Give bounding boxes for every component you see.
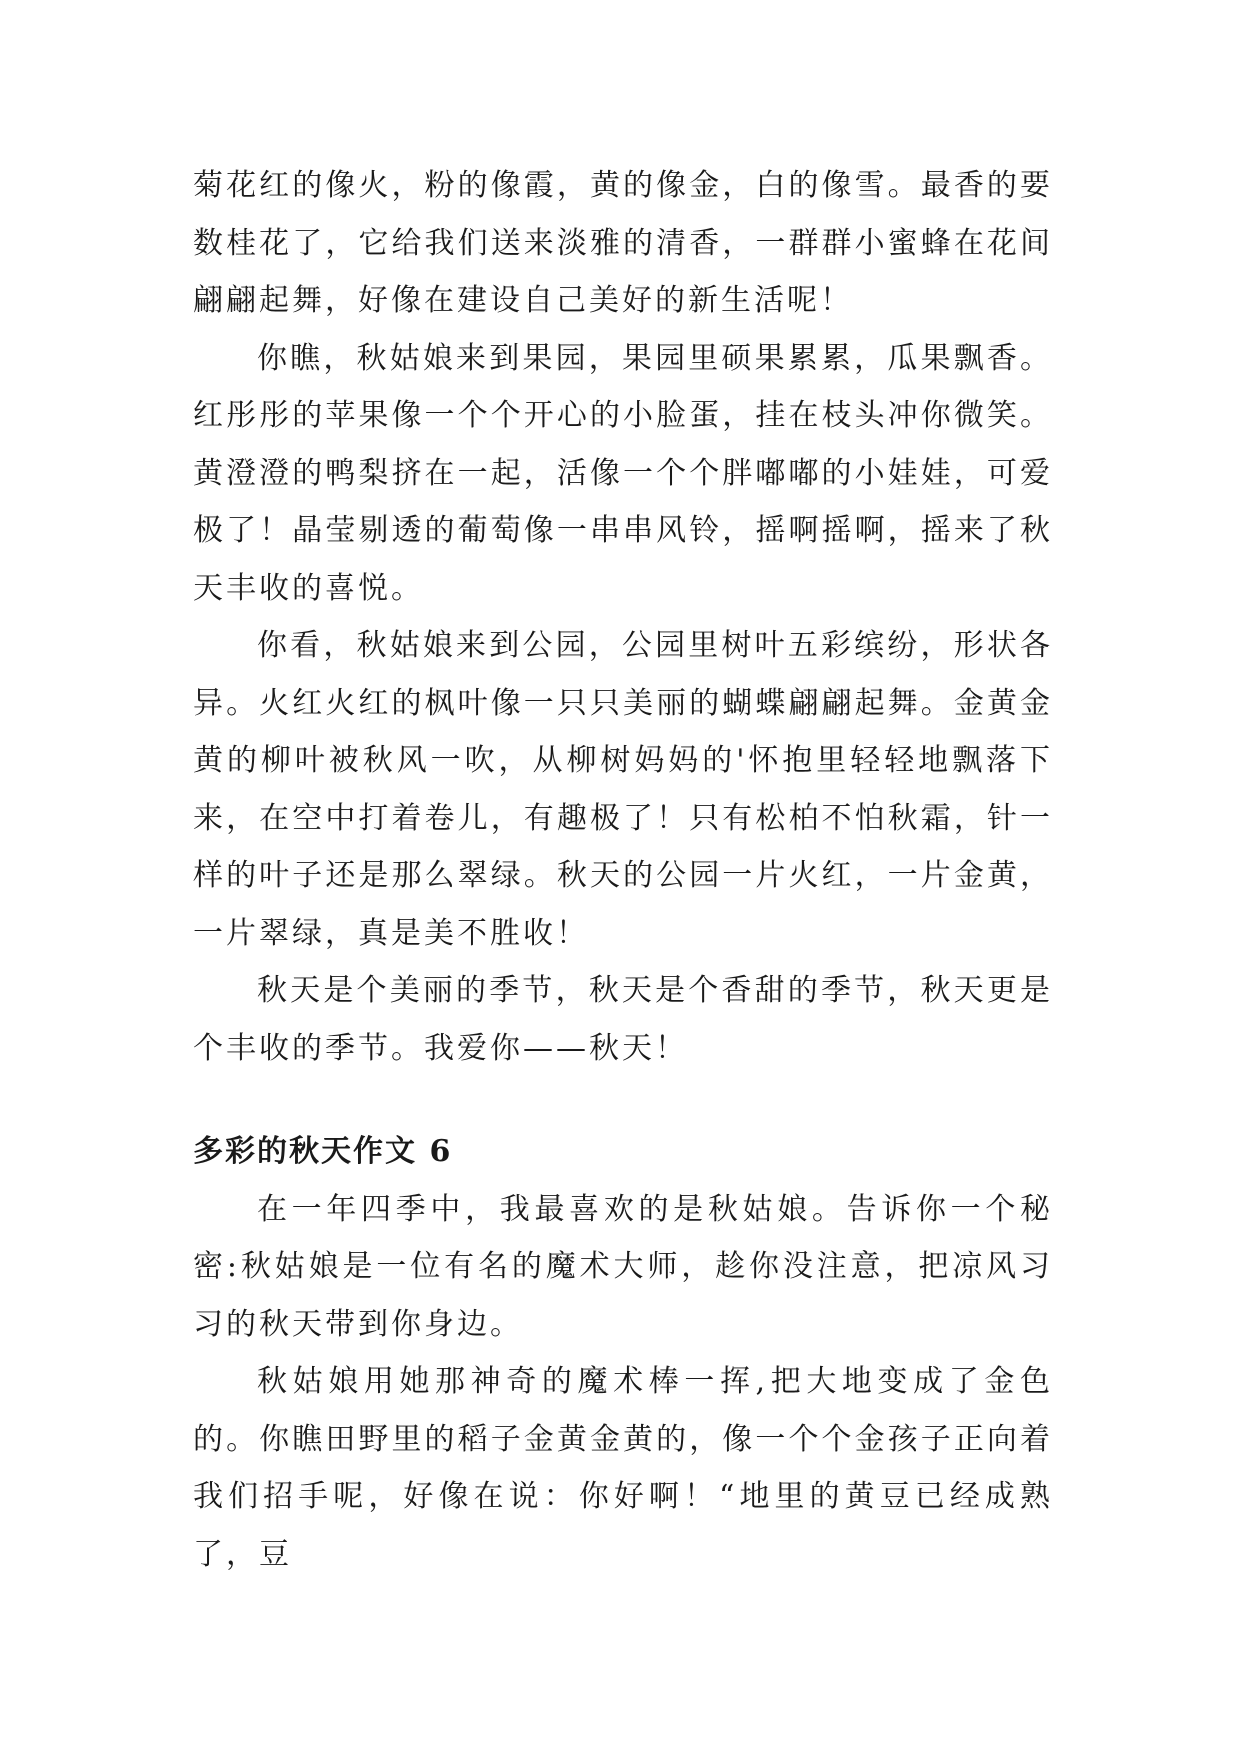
paragraph-magic-wand: 秋姑娘用她那神奇的魔术棒一挥,把大地变成了金色的。你瞧田野里的稻子金黄金黄的，像一个个金孩子正向着我们招手呢，好像在说：你好啊！“地里的黄豆已经成熟了，豆 xyxy=(193,1364,1053,1572)
paragraph-park: 你看，秋姑娘来到公园，公园里树叶五彩缤纷，形状各异。火红火红的枫叶像一只只美丽的蝴蝶翩翩起舞。金黄金黄的柳叶被秋风一吹，从柳树妈妈的'怀抱里轻轻地飘落下来，在空中打着卷儿，有趣极了！只有松柏不怕秋霜，针一样的叶子还是那么翠绿。秋天的公园一片火红，一片金黄，一片翠绿，真是美不胜收！ xyxy=(193,628,1053,951)
paragraph-conclusion: 秋天是个美丽的季节，秋天是个香甜的季节，秋天更是个丰收的季节。我爱你——秋天！ xyxy=(193,973,1053,1066)
section-title: 多彩的秋天作文 6 xyxy=(193,1134,453,1169)
document-body xyxy=(193,157,1053,1583)
paragraph-chrysanthemum: 菊花红的像火，粉的像霞，黄的像金，白的像雪。最香的要数桂花了，它给我们送来淡雅的清香，一群群小蜜蜂在花间翩翩起舞，好像在建设自己美好的新生活呢！ xyxy=(193,168,1053,318)
paragraph-intro: 在一年四季中，我最喜欢的是秋姑娘。告诉你一个秘密:秋姑娘是一位有名的魔术大师，趁你没注意，把凉风习习的秋天带到你身边。 xyxy=(193,1191,1053,1342)
paragraph-orchard: 你瞧，秋姑娘来到果园，果园里硕果累累，瓜果飘香。红彤彤的苹果像一个个开心的小脸蛋，挂在枝头冲你微笑。黄澄澄的鸭梨挤在一起，活像一个个胖嘟嘟的小娃娃，可爱极了！晶莹剔透的葡萄像一串串风铃，摇啊摇啊，摇来了秋天丰收的喜悦。 xyxy=(193,340,1053,606)
